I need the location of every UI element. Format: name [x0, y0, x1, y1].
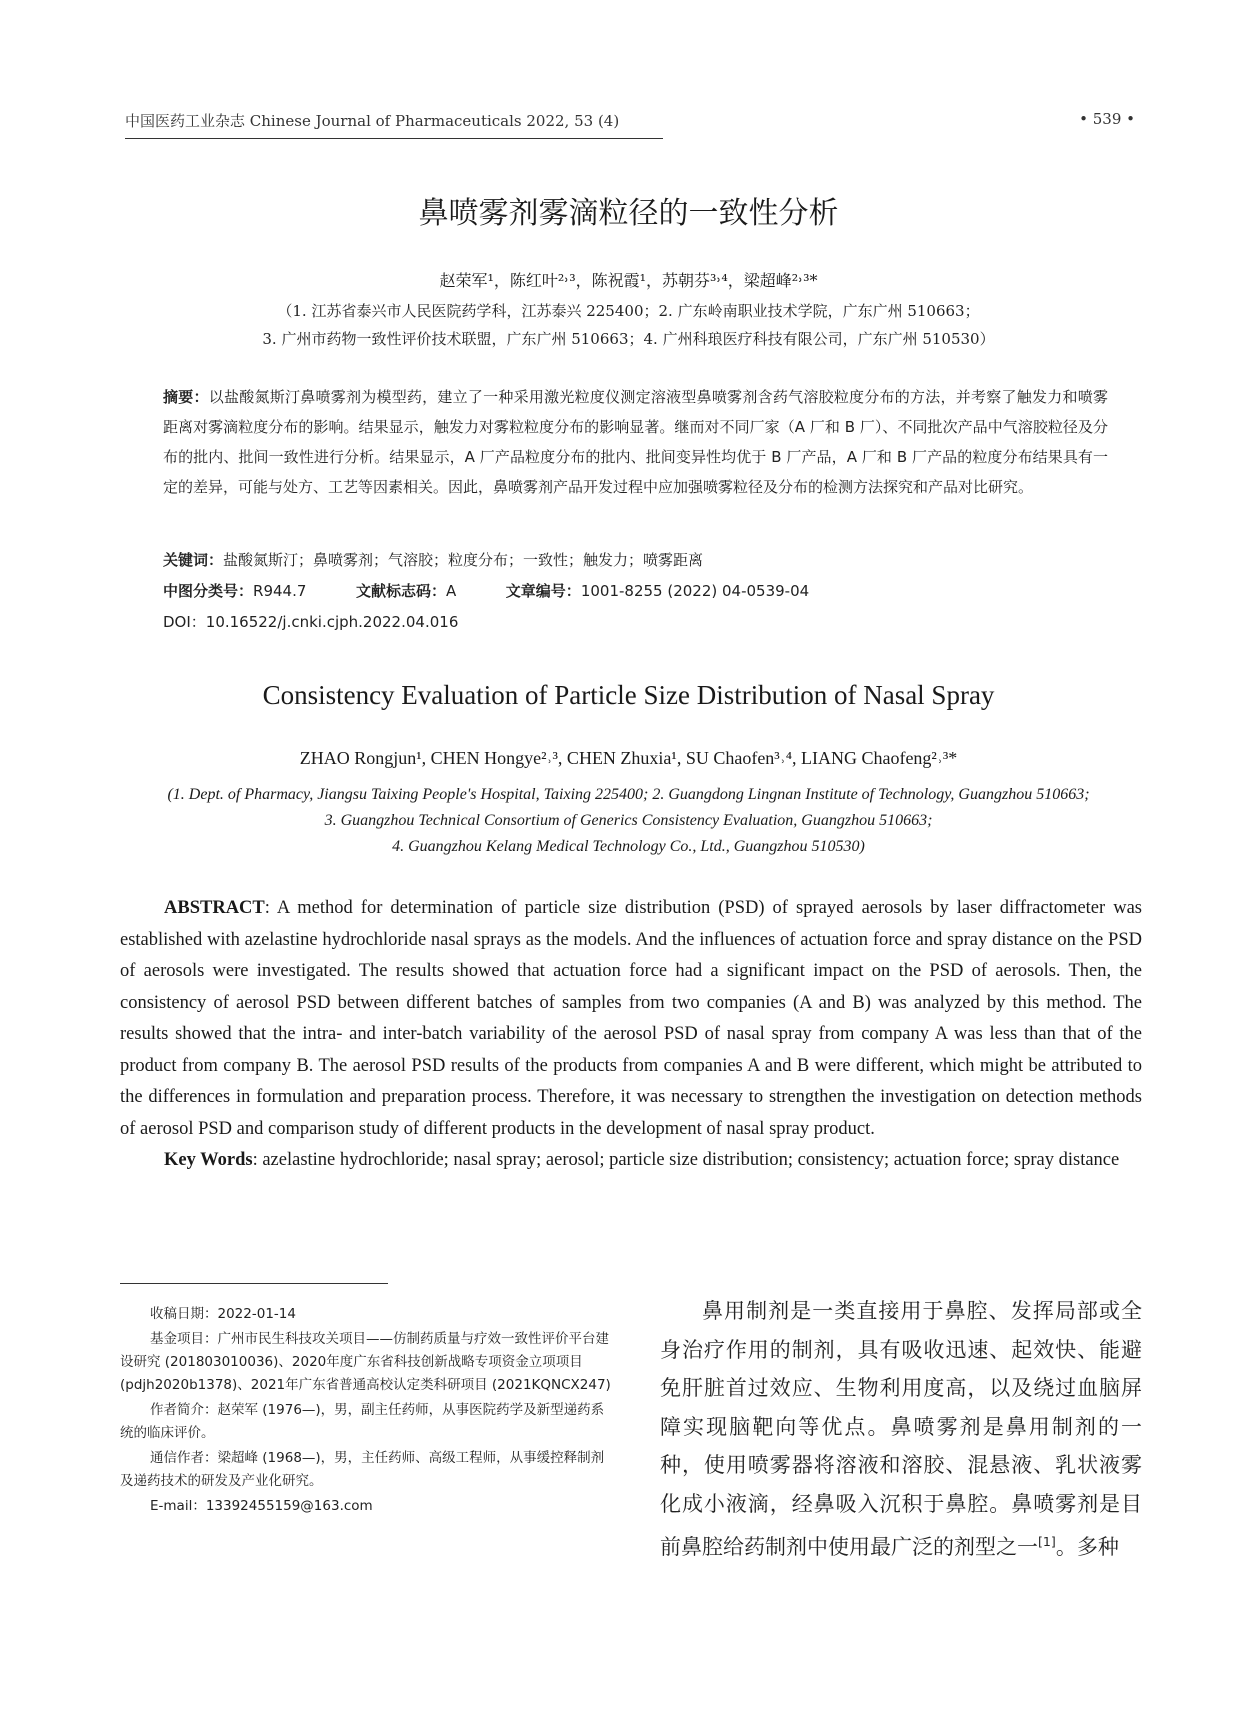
article-label: 文章编号：: [505, 582, 581, 600]
chinese-keywords-text: 盐酸氮斯汀；鼻喷雾剂；气溶胶；粒度分布；一致性；触发力；喷雾距离: [223, 551, 704, 569]
footnotes: [120, 1303, 613, 1520]
running-header: [125, 110, 1135, 142]
body-introduction: [660, 1292, 1142, 1567]
english-abstract-block: [120, 893, 1142, 1177]
received-date: 收稿日期：2022-01-14: [150, 1306, 296, 1322]
footnote-rule: [120, 1283, 388, 1284]
doccode-value: A: [445, 582, 457, 600]
chinese-keywords-label: 关键词：: [163, 551, 224, 569]
corresponding-note: 通信作者：梁超峰 (1968—)，男，主任药师、高级工程师，从事缓控释制剂及递药技术的研发及产业化研究。: [120, 1450, 605, 1489]
english-keywords: [120, 1145, 1142, 1177]
english-keywords-text: : azelastine hydrochloride; nasal spray; aerosol; particle size distribution; consistency; actuation force; spray distance: [252, 1150, 1120, 1170]
fund-note: 基金项目：广州市民生科技攻关项目——仿制药质量与疗效一致性评价平台建设研究 (201803010036)、2020年度广东省科技创新战略专项资金立项项目 (pdjh2020b1378)、2021年广东省普通高校认定类科研项目 (2021KQNCX247): [120, 1331, 611, 1393]
email-note: E-mail：13392455159@163.com: [150, 1498, 373, 1514]
english-affiliation-3: 4. Guangzhou Kelang Medical Technology Co., Ltd., Guangzhou 510530): [392, 838, 865, 855]
doi-line: DOI：10.16522/j.cnki.cjph.2022.04.016: [163, 613, 459, 631]
clc-label: 中图分类号：: [163, 582, 254, 600]
chinese-affiliation-2: 3. 广州市药物一致性评价技术联盟，广东广州 510663；4. 广州科琅医疗科技有限公司，广东广州 510530）: [262, 330, 995, 348]
chinese-title: 鼻喷雾剂雾滴粒径的一致性分析: [418, 196, 839, 231]
journal-header: 中国医药工业杂志 Chinese Journal of Pharmaceuticals 2022, 53 (4): [125, 112, 620, 130]
article-value: 1001-8255 (2022) 04-0539-04: [580, 582, 810, 600]
english-title: Consistency Evaluation of Particle Size Distribution of Nasal Spray: [262, 680, 995, 710]
english-abstract: [120, 893, 1142, 1145]
english-authors: ZHAO Rongjun¹, CHEN Hongye²˒³, CHEN Zhuxia¹, SU Chaofen³˒⁴, LIANG Chaofeng²˒³*: [299, 748, 958, 768]
chinese-authors: 赵荣军¹，陈红叶²˒³，陈祝霞¹，苏朝芬³˒⁴，梁超峰²˒³*: [439, 271, 818, 290]
classification-line: [163, 580, 809, 601]
author-note: 作者简介：赵荣军 (1976—)，男，副主任药师，从事医院药学及新型递药系统的临床评价。: [120, 1402, 605, 1441]
chinese-affiliation-1: （1. 江苏省泰兴市人民医院药学科，江苏泰兴 225400；2. 广东岭南职业技术学院，广东广州 510663；: [277, 302, 980, 320]
chinese-abstract: [163, 382, 1108, 502]
intro-text: 鼻用制剂是一类直接用于鼻腔、发挥局部或全身治疗作用的制剂，具有吸收迅速、起效快、能避免肝脏首过效应、生物利用度高，以及绕过血脑屏障实现脑靶向等优点。鼻喷雾剂是鼻用制剂的一种，使用喷雾器将溶液和溶胶、混悬液、乳状液雾化成小液滴，经鼻吸入沉积于鼻腔。鼻喷雾剂是目前鼻腔给药制剂中使用最广泛的剂型之一: [660, 1299, 1142, 1559]
english-keywords-label: Key Words: [164, 1150, 253, 1170]
page-number: • 539 •: [1079, 110, 1135, 128]
doccode-label: 文献标志码：: [355, 582, 446, 600]
clc-value: R944.7: [253, 582, 307, 600]
intro-text-tail: 。多种: [1055, 1535, 1119, 1559]
chinese-abstract-text: 以盐酸氮斯汀鼻喷雾剂为模型药，建立了一种采用激光粒度仪测定溶液型鼻喷雾剂含药气溶胶粒度分布的方法，并考察了触发力和喷雾距离对雾滴粒度分布的影响。结果显示，触发力对雾粒粒度分布的影响显著。继而对不同厂家（A 厂和 B 厂）、不同批次产品中气溶胶粒径及分布的批内、批间一致性进行分析。结果显示，A 厂产品粒度分布的批内、批间变异性均优于 B 厂产品，A 厂和 B 厂产品的粒度分布结果具有一定的差异，可能与处方、工艺等因素相关。因此，鼻喷雾剂产品开发过程中应加强喷雾粒径及分布的检测方法探究和产品对比研究。: [163, 388, 1108, 496]
english-affiliation-1: (1. Dept. of Pharmacy, Jiangsu Taixing People's Hospital, Taixing 225400; 2. Guangdong Lingnan Institute of Technology, Guangzhou 510663;: [167, 786, 1090, 803]
english-abstract-label: ABSTRACT: [164, 898, 265, 918]
chinese-abstract-label: 摘要：: [163, 388, 209, 406]
header-rule: [125, 138, 663, 139]
intro-reference: [1]: [1038, 1534, 1056, 1549]
english-abstract-text: : A method for determination of particle size distribution (PSD) of sprayed aerosols by laser diffractometer was established with azelastine hydrochloride nasal sprays as the models. And the influences of actuation force and spray distance on the PSD of aerosols were investigated. The results showed that actuation force had a significant impact on the PSD of aerosols. Then, the consistency of aerosol PSD between different batches of samples from two companies (A and B) was analyzed by this method. The results showed that the intra- and inter-batch variability of the aerosol PSD of nasal spray from company A was less than that of the product from company B. The aerosol PSD results of the products from companies A and B were different, which might be attributed to the differences in formulation and preparation process. Therefore, it was necessary to strengthen the investigation on detection methods of aerosol PSD and comparison study of different products in the development of nasal spray product.: [120, 898, 1142, 1139]
english-affiliation-2: 3. Guangzhou Technical Consortium of Generics Consistency Evaluation, Guangzhou 510663;: [324, 812, 933, 829]
chinese-keywords: [163, 549, 703, 570]
